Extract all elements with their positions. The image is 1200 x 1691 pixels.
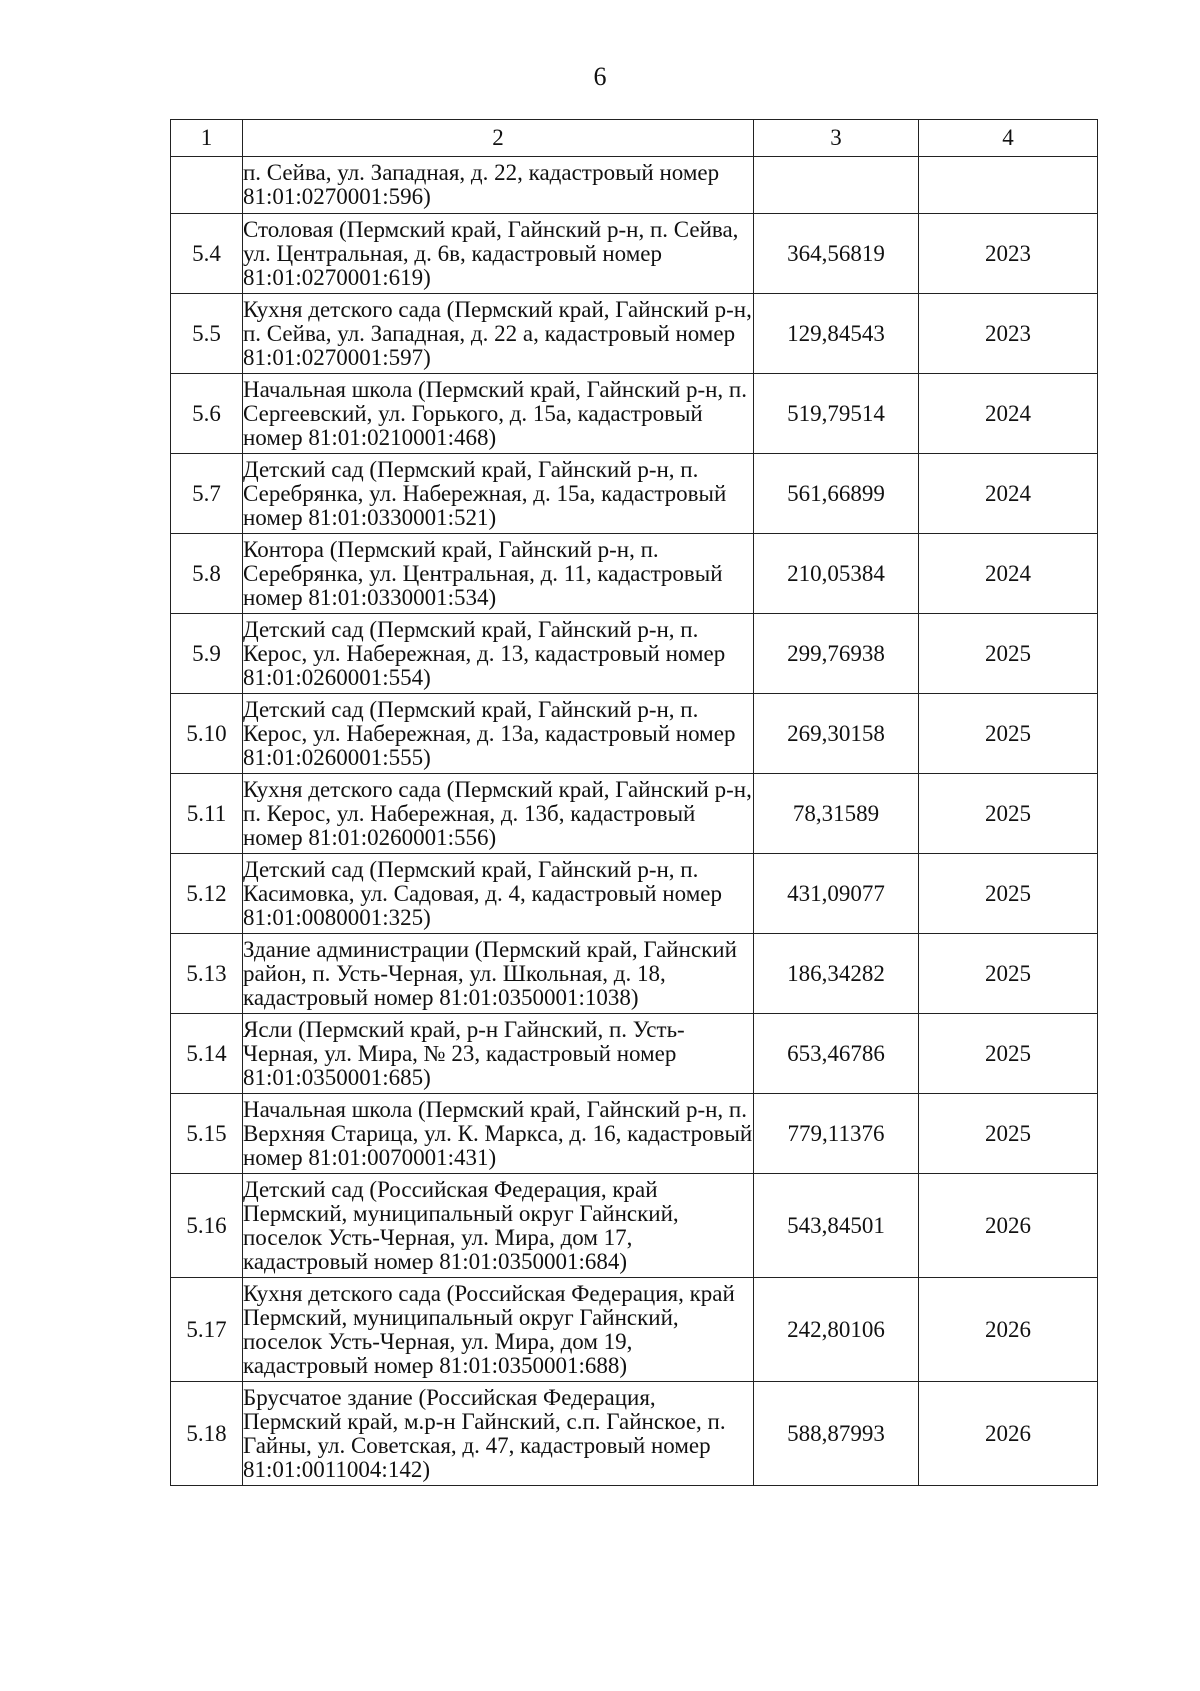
row-number: 5.10 xyxy=(171,694,243,774)
object-description: Детский сад (Российская Федерация, край Пермский, муниципальный округ Гайнский, поселок Усть-Черная, ул. Мира, дом 17, кадастровый номер 81:01:0350001:684) xyxy=(243,1174,754,1278)
object-description: Начальная школа (Пермский край, Гайнский р-н, п. Сергеевский, ул. Горького, д. 15а, кадастровый номер 81:01:0210001:468) xyxy=(243,374,754,454)
object-area: 779,11376 xyxy=(754,1094,919,1174)
object-year: 2024 xyxy=(919,454,1098,534)
objects-table xyxy=(170,119,1098,1486)
object-area: 364,56819 xyxy=(754,214,919,294)
row-number: 5.18 xyxy=(171,1382,243,1486)
table-row xyxy=(171,934,1098,1014)
object-description: Кухня детского сада (Российская Федерация, край Пермский, муниципальный округ Гайнский, поселок Усть-Черная, ул. Мира, дом 19, кадастровый номер 81:01:0350001:688) xyxy=(243,1278,754,1382)
object-description: Детский сад (Пермский край, Гайнский р-н, п. Серебрянка, ул. Набережная, д. 15а, кадастровый номер 81:01:0330001:521) xyxy=(243,454,754,534)
table-body xyxy=(171,157,1098,1486)
row-number: 5.8 xyxy=(171,534,243,614)
row-number: 5.6 xyxy=(171,374,243,454)
table-row xyxy=(171,614,1098,694)
object-description: Кухня детского сада (Пермский край, Гайнский р-н, п. Керос, ул. Набережная, д. 13б, кадастровый номер 81:01:0260001:556) xyxy=(243,774,754,854)
object-area: 210,05384 xyxy=(754,534,919,614)
table-row xyxy=(171,214,1098,294)
object-description: Здание администрации (Пермский край, Гайнский район, п. Усть-Черная, ул. Школьная, д. 18, кадастровый номер 81:01:0350001:1038) xyxy=(243,934,754,1014)
object-year: 2023 xyxy=(919,214,1098,294)
object-description: Начальная школа (Пермский край, Гайнский р-н, п. Верхняя Старица, ул. К. Маркса, д. 16, кадастровый номер 81:01:0070001:431) xyxy=(243,1094,754,1174)
row-number: 5.9 xyxy=(171,614,243,694)
table-row xyxy=(171,1174,1098,1278)
row-number: 5.7 xyxy=(171,454,243,534)
table-row xyxy=(171,774,1098,854)
object-area xyxy=(754,157,919,214)
page-number: 6 xyxy=(593,62,607,91)
column-header-4: 4 xyxy=(919,120,1098,157)
object-year: 2025 xyxy=(919,614,1098,694)
table-row xyxy=(171,1014,1098,1094)
object-area: 186,34282 xyxy=(754,934,919,1014)
row-number: 5.14 xyxy=(171,1014,243,1094)
object-year: 2025 xyxy=(919,934,1098,1014)
object-year: 2025 xyxy=(919,774,1098,854)
object-area: 299,76938 xyxy=(754,614,919,694)
column-header-3: 3 xyxy=(754,120,919,157)
row-number: 5.5 xyxy=(171,294,243,374)
table-row xyxy=(171,1094,1098,1174)
object-description: Ясли (Пермский край, р-н Гайнский, п. Усть-Черная, ул. Мира, № 23, кадастровый номер 81:01:0350001:685) xyxy=(243,1014,754,1094)
table-row xyxy=(171,1278,1098,1382)
object-year xyxy=(919,157,1098,214)
object-description: Столовая (Пермский край, Гайнский р-н, п. Сейва, ул. Центральная, д. 6в, кадастровый номер 81:01:0270001:619) xyxy=(243,214,754,294)
object-description: Детский сад (Пермский край, Гайнский р-н, п. Касимовка, ул. Садовая, д. 4, кадастровый номер 81:01:0080001:325) xyxy=(243,854,754,934)
object-year: 2025 xyxy=(919,1014,1098,1094)
object-description: Кухня детского сада (Пермский край, Гайнский р-н, п. Сейва, ул. Западная, д. 22 а, кадастровый номер 81:01:0270001:597) xyxy=(243,294,754,374)
object-year: 2025 xyxy=(919,854,1098,934)
object-year: 2023 xyxy=(919,294,1098,374)
object-area: 242,80106 xyxy=(754,1278,919,1382)
object-area: 519,79514 xyxy=(754,374,919,454)
object-description: Брусчатое здание (Российская Федерация, Пермский край, м.р-н Гайнский, с.п. Гайнское, п. Гайны, ул. Советская, д. 47, кадастровый номер 81:01:0011004:142) xyxy=(243,1382,754,1486)
row-number: 5.16 xyxy=(171,1174,243,1278)
table-row xyxy=(171,374,1098,454)
object-year: 2026 xyxy=(919,1174,1098,1278)
object-area: 561,66899 xyxy=(754,454,919,534)
object-area: 653,46786 xyxy=(754,1014,919,1094)
object-description: Контора (Пермский край, Гайнский р-н, п. Серебрянка, ул. Центральная, д. 11, кадастровый номер 81:01:0330001:534) xyxy=(243,534,754,614)
table-row xyxy=(171,1382,1098,1486)
object-area: 78,31589 xyxy=(754,774,919,854)
object-area: 269,30158 xyxy=(754,694,919,774)
object-year: 2025 xyxy=(919,694,1098,774)
column-header-2: 2 xyxy=(243,120,754,157)
object-area: 129,84543 xyxy=(754,294,919,374)
row-number: 5.13 xyxy=(171,934,243,1014)
object-year: 2026 xyxy=(919,1382,1098,1486)
row-number: 5.4 xyxy=(171,214,243,294)
table-row xyxy=(171,294,1098,374)
object-area: 431,09077 xyxy=(754,854,919,934)
row-number: 5.12 xyxy=(171,854,243,934)
object-description: Детский сад (Пермский край, Гайнский р-н, п. Керос, ул. Набережная, д. 13, кадастровый номер 81:01:0260001:554) xyxy=(243,614,754,694)
table-row xyxy=(171,534,1098,614)
object-area: 588,87993 xyxy=(754,1382,919,1486)
table-header-row xyxy=(171,120,1098,157)
object-area: 543,84501 xyxy=(754,1174,919,1278)
row-number: 5.15 xyxy=(171,1094,243,1174)
object-description: Детский сад (Пермский край, Гайнский р-н, п. Керос, ул. Набережная, д. 13а, кадастровый номер 81:01:0260001:555) xyxy=(243,694,754,774)
table-row xyxy=(171,694,1098,774)
table-row xyxy=(171,157,1098,214)
row-number: 5.11 xyxy=(171,774,243,854)
table-row xyxy=(171,854,1098,934)
object-year: 2026 xyxy=(919,1278,1098,1382)
table-row xyxy=(171,454,1098,534)
column-header-1: 1 xyxy=(171,120,243,157)
row-number: 5.17 xyxy=(171,1278,243,1382)
object-year: 2024 xyxy=(919,374,1098,454)
object-year: 2024 xyxy=(919,534,1098,614)
object-description: п. Сейва, ул. Западная, д. 22, кадастровый номер 81:01:0270001:596) xyxy=(243,157,754,214)
object-year: 2025 xyxy=(919,1094,1098,1174)
row-number xyxy=(171,157,243,214)
